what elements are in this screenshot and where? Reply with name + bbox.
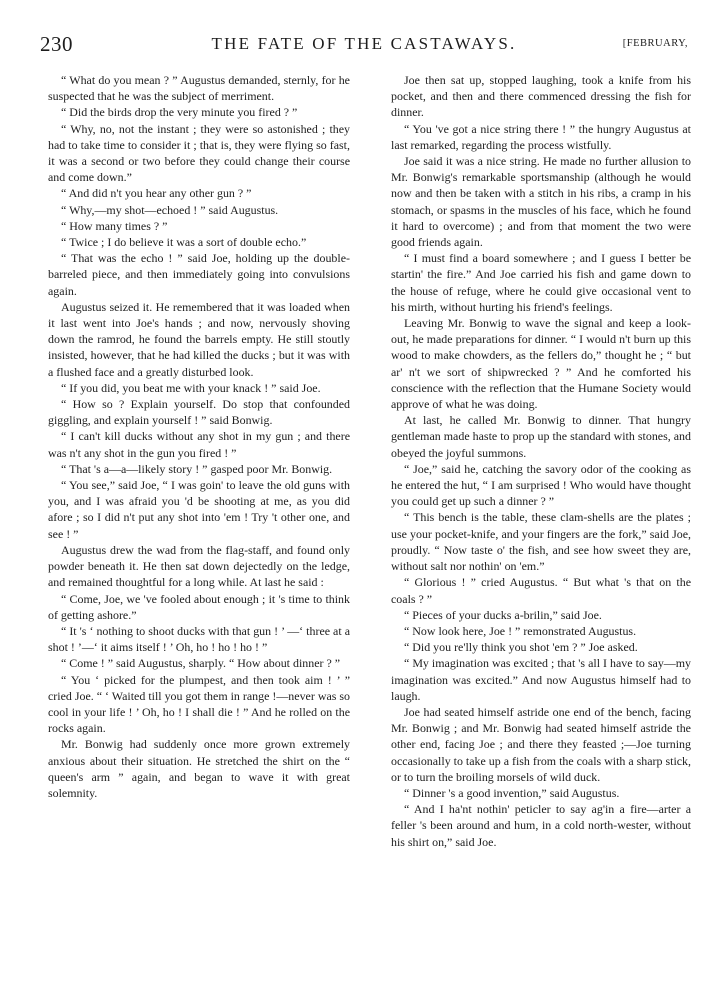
running-header [40, 28, 688, 58]
right-column [391, 72, 691, 850]
paragraph: Joe said it was a nice string. He made no further allusion to Mr. Bonwig's remarkable sportsmanship (although he would now and then be taken with a stitch in his ribs, a cramp in his stomach, or spasms in the muscles of his face, which he found it hard to overcome) ; and from that moment the two were good friends again. [391, 154, 691, 250]
paragraph: Augustus drew the wad from the flag-staff, and found only powder beneath it. He then sat down dejectedly on the ledge, and remained thoughtful for a long while. At last he said : [48, 542, 350, 590]
paragraph: “ I can't kill ducks without any shot in my gun ; and there was n't any shot in the gun you fired ! ” [48, 429, 350, 460]
left-column [48, 72, 350, 801]
paragraph: “ Why,—my shot—echoed ! ” said Augustus. [61, 202, 279, 217]
paragraph: “ Glorious ! ” cried Augustus. “ But what 's that on the coals ? ” [391, 575, 691, 606]
paragraph: “ You ‘ picked for the plumpest, and then took aim ! ’ ” cried Joe. “ ‘ Waited till you got them in range !—never was so cool in your life ! ’ Oh, ho ! I shall die ! ” And he rolled on the rocks again. [48, 672, 350, 736]
paragraph: “ What do you mean ? ” Augustus demanded, sternly, for he suspected that he was the subject of merriment. [48, 73, 350, 104]
paragraph: “ Dinner 's a good invention,” said Augustus. [404, 785, 620, 800]
paragraph: “ You see,” said Joe, “ I was goin' to leave the old guns with you, and I was afraid you 'd be shooting at me, as you did afore ; so I did n't put any shot into 'em ! Try 't other one, and see ! ” [48, 478, 350, 541]
paragraph: “ You 've got a nice string there ! ” the hungry Augustus at last remarked, regarding the process wistfully. [391, 121, 691, 152]
paragraph: “ That 's a—a—likely story ! ” gasped poor Mr. Bonwig. [61, 461, 333, 476]
paragraph: “ Twice ; I do believe it was a sort of double echo.” [61, 235, 307, 250]
paragraph: “ Come, Joe, we 've fooled about enough ; it 's time to think of getting ashore.” [48, 591, 350, 622]
paragraph: “ My imagination was excited ; that 's all I have to say—my imagination was excited.” And now Augustus himself had to laugh. [391, 656, 691, 703]
paragraph: “ How so ? Explain yourself. Do stop that confounded giggling, and explain yourself ! ” said Bonwig. [48, 397, 350, 428]
running-title: THE FATE OF THE CASTAWAYS. [211, 34, 517, 53]
paragraph: “ Did you re'lly think you shot 'em ? ” Joe asked. [404, 640, 638, 655]
page-number: 230 [40, 32, 73, 56]
paragraph: “ How many times ? ” [61, 218, 168, 233]
paragraph: “ Did the birds drop the very minute you fired ? ” [61, 105, 298, 120]
paragraph: Joe then sat up, stopped laughing, took a knife from his pocket, and then and there commenced dressing the fish for dinner. [391, 73, 691, 120]
paragraph: “ That was the echo ! ” said Joe, holding up the double-barreled piece, and then immediately going into convulsions again. [48, 251, 350, 298]
paragraph: Leaving Mr. Bonwig to wave the signal and keep a look-out, he made preparations for dinner. “ I would n't burn up this wood to make chowders, as the fellers do,” thought he ; “ but ar' n't we sort of shipwrecked ? ” And he comforted his conscience with the reflection that the Humane Society would approve of what he was doing. [391, 316, 691, 412]
paragraph: “ Now look here, Joe ! ” remonstrated Augustus. [404, 623, 637, 638]
paragraph: At last, he called Mr. Bonwig to dinner. That hungry gentleman made haste to prop up the standard with stones, and obeyed the joyful summons. [391, 413, 691, 460]
paragraph: Mr. Bonwig had suddenly once more grown extremely anxious about their situation. He stretched the shirt on the “ queen's arm ” again, and began to wave it with great solemnity. [48, 737, 350, 800]
paragraph: “ Why, no, not the instant ; they were so astonished ; they had to take time to consider it ; that is, they were flying so fast, it was a second or two before they could change their course and come down.” [48, 121, 350, 185]
paragraph: “ Joe,” said he, catching the savory odor of the cooking as he entered the hut, “ I am surprised ! Who would have thought you could get up such a dinner ? ” [391, 461, 691, 509]
paragraph: “ And I ha'nt nothin' peticler to say ag'in a fire—arter a feller 's been around and hum, in a cold north-wester, without his shirt on,” said Joe. [391, 802, 691, 849]
paragraph: “ And did n't you hear any other gun ? ” [61, 186, 252, 201]
paragraph: “ This bench is the table, these clam-shells are the plates ; use your pocket-knife, and your fingers are the fork,” said Joe, proudly. “ Now taste o' the fish, and see how sweet they are, without salt nor nothin' on 'em.” [391, 510, 691, 574]
paragraph: “ If you did, you beat me with your knack ! ” said Joe. [61, 380, 321, 395]
paragraph: “ Pieces of your ducks a-brilin,” said Joe. [404, 607, 602, 622]
paragraph: “ It 's ‘ nothing to shoot ducks with that gun ! ’ —‘ three at a shot ! ’—‘ it aims itself ! ’ Oh, ho ! ho ! ho ! ” [48, 623, 350, 655]
paragraph: “ Come ! ” said Augustus, sharply. “ How about dinner ? ” [61, 656, 341, 671]
paragraph: Augustus seized it. He remembered that it was loaded when it last went into Joe's hands ; and now, nervously shoving down the ramrod, he found the barrels empty. He still stoutly insisted, however, that he had killed the ducks ; but it was with a flushed face and a greatly disturbed look. [48, 299, 350, 379]
running-month: [FEBRUARY, [622, 38, 688, 49]
paragraph: “ I must find a board somewhere ; and I guess I better be startin' the fire.” And Joe carried his fish and game down to the house of refuge, where he could give occasional vent to his mirth, without hurting his friend's feelings. [391, 251, 691, 314]
paragraph: Joe had seated himself astride one end of the bench, facing Mr. Bonwig ; and Mr. Bonwig had seated himself astride the other end, facing Joe ; and there they feasted ;—Joe turning occasionally to take up a fish from the coals with a sharp stick, or to turn the broiling morsels of wild duck. [391, 704, 692, 784]
